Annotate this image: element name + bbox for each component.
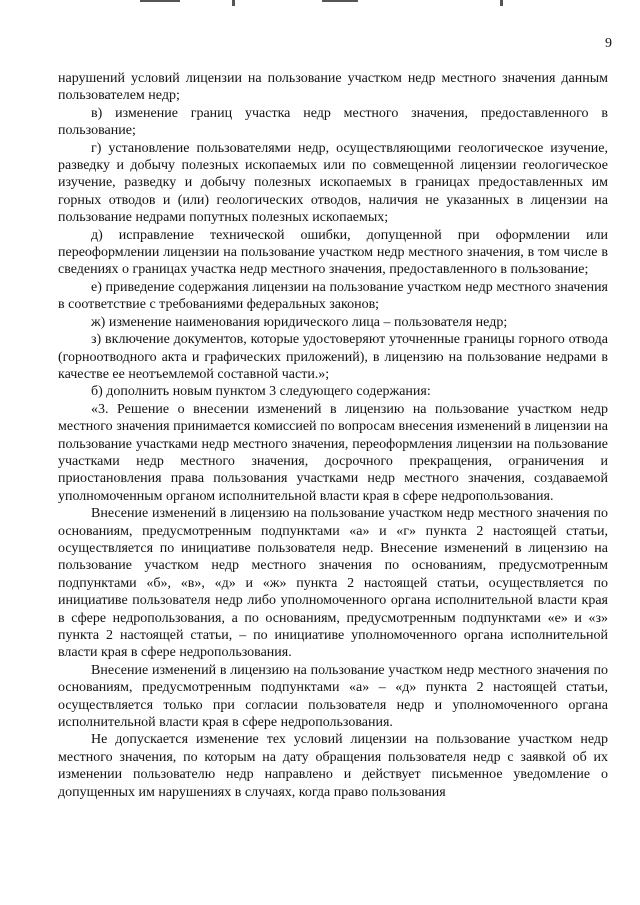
page-number: 9 xyxy=(605,36,612,51)
paragraph: нарушений условий лицензии на пользование участком недр местного значения данным пользователем недр; xyxy=(58,71,608,104)
paragraph: Не допускается изменение тех условий лицензии на пользование участком недр местного значения, по которым на дату обращения пользователя недр с заявкой об их изменении пользователю недр направлено и действует письменное уведомление о допущенных им нарушениях в случаях, когда право пользования xyxy=(58,732,608,800)
scan-mark xyxy=(232,0,235,6)
paragraph: е) приведение содержания лицензии на пользование участком недр местного значения в соответствие с требованиями федеральных законов; xyxy=(58,279,608,313)
scan-artifacts xyxy=(0,0,640,6)
scan-mark xyxy=(500,0,503,6)
paragraph: б) дополнить новым пунктом 3 следующего содержания: xyxy=(91,384,431,400)
paragraph: ж) изменение наименования юридического лица – пользователя недр; xyxy=(91,314,508,330)
paragraph: г) установление пользователями недр, осуществляющими геологическое изучение, разведку и добычу полезных ископаемых или по совмещенной лицензии геологическое изучение, разведку и добычу полезных ископаемых в границах предоставленных им горных отводов и (или) геологических отводов, наличия не указанных в лицензии на пользование недрами попутных полезных ископаемых; xyxy=(58,140,608,226)
paragraph: в) изменение границ участка недр местного значения, предоставленного в пользование; xyxy=(58,105,608,139)
document-body xyxy=(58,70,608,801)
scan-mark xyxy=(322,0,358,2)
paragraph: Внесение изменений в лицензию на пользование участком недр местного значения по основаниям, предусмотренным подпунктами «а» – «д» пункта 2 настоящей статьи, осуществляется только при согласии пользователя недр и уполномоченного органа исполнительной власти края в сфере недропользования. xyxy=(58,662,608,731)
scan-mark xyxy=(140,0,180,2)
paragraph: з) включение документов, которые удостоверяют уточненные границы горного отвода (горноотводного акта и графических приложений), в лицензию на пользование недрами в качестве ее неотъемлемой составной части.»; xyxy=(58,332,608,382)
paragraph: «3. Решение о внесении изменений в лицензию на пользование участком недр местного значения принимается комиссией по вопросам внесения изменений в лицензии на пользование участками недр местного значения, переоформления лицензии на пользование участками недр местного значения, досрочного прекращения, ограничения и приостановления права пользования участками недр местного значения, создаваемой уполномоченным органом исполнительной власти края в сфере недропользования. xyxy=(58,401,608,504)
paragraph: д) исправление технической ошибки, допущенной при оформлении или переоформлении лицензии на пользование участком недр местного значения, в том числе в сведениях о границах участка недр местного значения, предоставленного в пользование; xyxy=(58,227,608,278)
paragraph: Внесение изменений в лицензию на пользование участком недр местного значения по основаниям, предусмотренным подпунктами «а» и «г» пункта 2 настоящей статьи, осуществляется по инициативе пользователя недр. Внесение изменений в лицензию на пользование участком недр местного значения по основаниям, предусмотренным подпунктами «б», «в», «д» и «ж» пункта 2 настоящей статьи, осуществляется по инициативе пользователя недр либо уполномоченного органа исполнительной власти края в сфере недропользования, а по основаниям, предусмотренным подпунктами «е» и «з» пункта 2 настоящей статьи, – по инициативе уполномоченного органа исполнительной власти края в сфере недропользования. xyxy=(58,506,608,661)
